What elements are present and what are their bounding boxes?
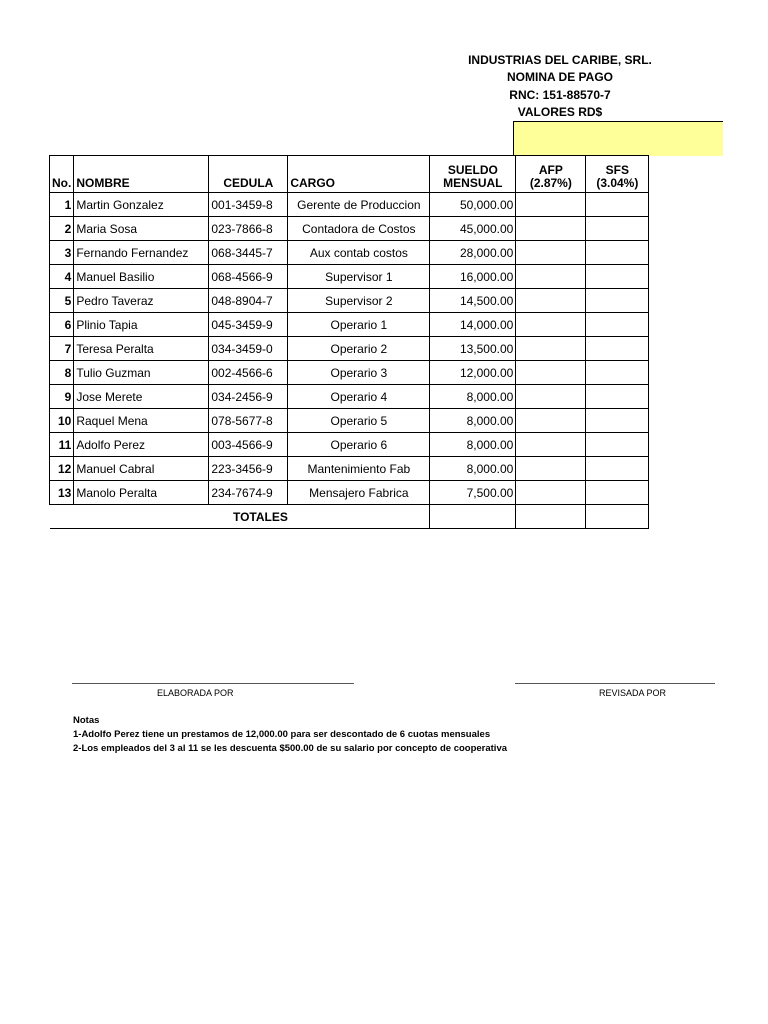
notes-title: Notas (73, 715, 100, 726)
col-header-sueldo-line2: MENSUAL (443, 176, 503, 190)
total-afp (516, 505, 586, 529)
cell-sfs (586, 217, 649, 241)
payroll-table (49, 155, 649, 529)
cell-sueldo: 50,000.00 (430, 193, 516, 217)
cell-nombre: Manuel Cabral (74, 457, 209, 481)
cell-afp (516, 385, 586, 409)
col-header-afp-line1: AFP (538, 163, 563, 177)
col-header-sueldo-line1: SUELDO (447, 163, 498, 177)
cell-nombre: Tulio Guzman (74, 361, 209, 385)
cell-cargo: Supervisor 2 (288, 289, 430, 313)
cell-afp (516, 457, 586, 481)
totals-row (50, 505, 649, 529)
col-header-nombre: NOMBRE (74, 156, 209, 193)
table-row (50, 361, 649, 385)
cell-cedula: 002-4566-6 (209, 361, 288, 385)
table-row (50, 313, 649, 337)
signature-line-elaborada (72, 683, 354, 684)
cell-cedula: 023-7866-8 (209, 217, 288, 241)
table-row (50, 409, 649, 433)
cell-sueldo: 14,500.00 (430, 289, 516, 313)
cell-nombre: Raquel Mena (74, 409, 209, 433)
cell-no: 10 (50, 409, 74, 433)
cell-no: 11 (50, 433, 74, 457)
cell-no: 3 (50, 241, 74, 265)
cell-afp (516, 313, 586, 337)
cell-sfs (586, 313, 649, 337)
table-row (50, 481, 649, 505)
col-header-afp (516, 156, 586, 193)
cell-cargo: Aux contab costos (288, 241, 430, 265)
cell-cargo: Operario 5 (288, 409, 430, 433)
cell-cedula: 045-3459-9 (209, 313, 288, 337)
cell-no: 6 (50, 313, 74, 337)
cell-afp (516, 289, 586, 313)
col-header-cedula: CEDULA (209, 156, 288, 193)
cell-afp (516, 217, 586, 241)
cell-cedula: 068-4566-9 (209, 265, 288, 289)
company-name: INDUSTRIAS DEL CARIBE, SRL. (468, 53, 652, 67)
cell-sfs (586, 457, 649, 481)
totals-empty (288, 505, 430, 529)
cell-sfs (586, 265, 649, 289)
cell-nombre: Manuel Basilio (74, 265, 209, 289)
cell-sfs (586, 385, 649, 409)
totals-label: TOTALES (209, 505, 288, 529)
totals-empty (50, 505, 74, 529)
cell-sueldo: 12,000.00 (430, 361, 516, 385)
cell-nombre: Teresa Peralta (74, 337, 209, 361)
table-row (50, 217, 649, 241)
cell-sfs (586, 433, 649, 457)
cell-nombre: Manolo Peralta (74, 481, 209, 505)
cell-sueldo: 7,500.00 (430, 481, 516, 505)
cell-sueldo: 8,000.00 (430, 457, 516, 481)
cell-sfs (586, 337, 649, 361)
table-row (50, 193, 649, 217)
cell-cargo: Operario 1 (288, 313, 430, 337)
note-line: 2-Los empleados del 3 al 11 se les descuenta $500.00 de su salario por concepto de cooperativa (73, 743, 508, 754)
cell-no: 5 (50, 289, 74, 313)
cell-afp (516, 409, 586, 433)
table-row (50, 241, 649, 265)
col-header-sueldo (430, 156, 516, 193)
table-row (50, 289, 649, 313)
cell-cargo: Operario 2 (288, 337, 430, 361)
cell-sfs (586, 241, 649, 265)
table-row (50, 385, 649, 409)
cell-cargo: Gerente de Produccion (288, 193, 430, 217)
cell-afp (516, 337, 586, 361)
cell-sueldo: 8,000.00 (430, 385, 516, 409)
document-title: NOMINA DE PAGO (506, 70, 613, 84)
cell-no: 12 (50, 457, 74, 481)
cell-nombre: Maria Sosa (74, 217, 209, 241)
signature-label-revisada: REVISADA POR (599, 688, 667, 698)
cell-cedula: 034-3459-0 (209, 337, 288, 361)
cell-sueldo: 13,500.00 (430, 337, 516, 361)
col-header-cargo: CARGO (288, 156, 430, 193)
cell-sueldo: 14,000.00 (430, 313, 516, 337)
col-header-sfs-line1: SFS (605, 163, 630, 177)
cell-nombre: Martin Gonzalez (74, 193, 209, 217)
cell-cedula: 068-3445-7 (209, 241, 288, 265)
cell-no: 4 (50, 265, 74, 289)
cell-nombre: Adolfo Perez (74, 433, 209, 457)
cell-cargo: Operario 4 (288, 385, 430, 409)
cell-sueldo: 45,000.00 (430, 217, 516, 241)
cell-afp (516, 193, 586, 217)
cell-no: 8 (50, 361, 74, 385)
highlighted-cells (513, 121, 723, 156)
cell-no: 1 (50, 193, 74, 217)
col-header-no: No. (50, 156, 74, 193)
cell-no: 2 (50, 217, 74, 241)
cell-nombre: Fernando Fernandez (74, 241, 209, 265)
col-header-sfs (586, 156, 649, 193)
cell-sueldo: 16,000.00 (430, 265, 516, 289)
cell-afp (516, 265, 586, 289)
total-sfs (586, 505, 649, 529)
cell-sfs (586, 481, 649, 505)
cell-cedula: 078-5677-8 (209, 409, 288, 433)
table-header-row (50, 156, 649, 193)
table-row (50, 457, 649, 481)
currency-label: VALORES RD$ (517, 105, 603, 119)
cell-sfs (586, 409, 649, 433)
cell-sfs (586, 289, 649, 313)
signature-line-revisada (515, 683, 715, 684)
cell-nombre: Pedro Taveraz (74, 289, 209, 313)
cell-cargo: Operario 6 (288, 433, 430, 457)
cell-sfs (586, 193, 649, 217)
cell-nombre: Jose Merete (74, 385, 209, 409)
rnc-number: RNC: 151-88570-7 (509, 88, 611, 102)
col-header-afp-line2: (2.87%) (529, 176, 572, 190)
table-row (50, 337, 649, 361)
cell-cargo: Operario 3 (288, 361, 430, 385)
cell-cedula: 234-7674-9 (209, 481, 288, 505)
cell-cargo: Mensajero Fabrica (288, 481, 430, 505)
signature-block-revisada (515, 680, 667, 710)
cell-afp (516, 433, 586, 457)
cell-cargo: Contadora de Costos (288, 217, 430, 241)
total-sueldo (430, 505, 516, 529)
cell-sueldo: 8,000.00 (430, 409, 516, 433)
cell-afp (516, 241, 586, 265)
cell-nombre: Plinio Tapia (74, 313, 209, 337)
notes-section (73, 714, 507, 756)
cell-cedula: 223-3456-9 (209, 457, 288, 481)
totals-empty (74, 505, 209, 529)
col-header-sfs-line2: (3.04%) (596, 176, 639, 190)
cell-sueldo: 28,000.00 (430, 241, 516, 265)
cell-no: 7 (50, 337, 74, 361)
cell-afp (516, 361, 586, 385)
cell-cedula: 001-3459-8 (209, 193, 288, 217)
cell-afp (516, 481, 586, 505)
note-line: 1-Adolfo Perez tiene un prestamos de 12,000.00 para ser descontado de 6 cuotas mensuales (73, 729, 491, 740)
cell-sueldo: 8,000.00 (430, 433, 516, 457)
cell-no: 9 (50, 385, 74, 409)
cell-no: 13 (50, 481, 74, 505)
cell-cargo: Supervisor 1 (288, 265, 430, 289)
cell-cargo: Mantenimiento Fab (288, 457, 430, 481)
table-row (50, 265, 649, 289)
cell-cedula: 048-8904-7 (209, 289, 288, 313)
signature-label-elaborada: ELABORADA POR (157, 688, 234, 698)
cell-sfs (586, 361, 649, 385)
cell-cedula: 003-4566-9 (209, 433, 288, 457)
cell-cedula: 034-2456-9 (209, 385, 288, 409)
table-row (50, 433, 649, 457)
